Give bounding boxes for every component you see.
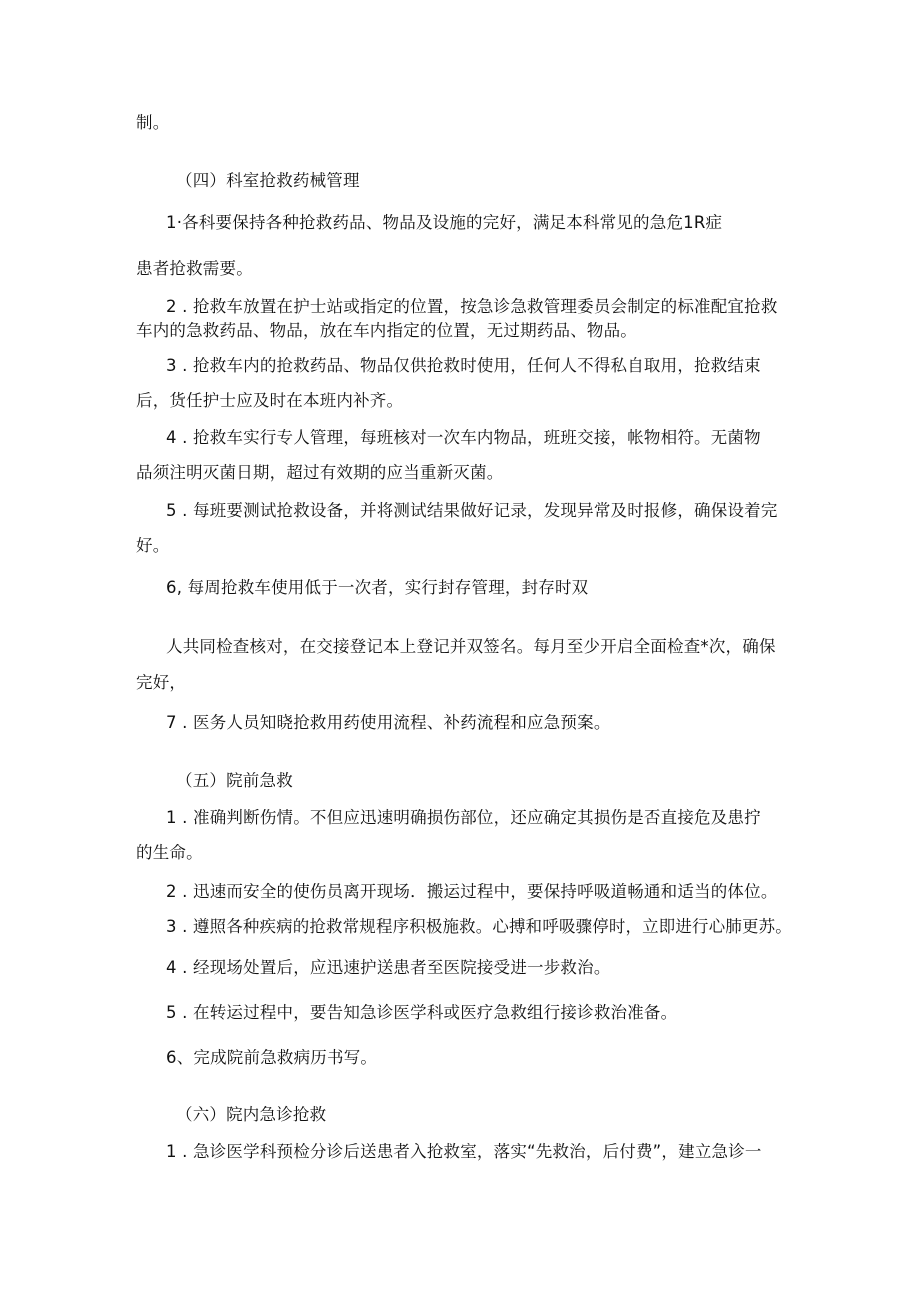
- text-line: 5 . 每班要测试抢救设备，并将测试结果做好记录，发现异常及时报修，确保设着完: [166, 501, 778, 520]
- section-heading: （四）科室抢救药械管理: [176, 171, 360, 190]
- text-line: 车内的急救药品、物品，放在车内指定的位置，无过期药品、物品。: [136, 321, 637, 340]
- text-line: 3 . 遵照各种疾病的抢救常规程序积极施救。心搏和呼吸骤停时，立即进行心肺更苏。: [166, 917, 792, 936]
- text-line: 3 . 抢救车内的抢救药品、物品仅供抢救时使用，任何人不得私自取用，抢救结束: [166, 356, 761, 375]
- text-line: 7 . 医务人员知晓抢救用药使用流程、补药流程和应急预案。: [166, 713, 611, 732]
- section-heading: （五）院前急救: [176, 771, 293, 790]
- text-line: 6、完成院前急救病历书写。: [166, 1048, 378, 1067]
- text-line: 好。: [136, 536, 170, 555]
- text-line: 6, 每周抢救车使用低于一次者，实行封存管理，封存时双: [166, 578, 589, 597]
- text-line: 患者抢救需要。: [136, 259, 253, 278]
- text-line: 制。: [136, 113, 170, 132]
- text-line: 1 . 准确判断伤情。不但应迅速明确损伤部位，还应确定其损伤是否直接危及患拧: [166, 808, 761, 827]
- text-line: 完好，: [136, 673, 187, 692]
- text-line: 5 . 在转运过程中，要告知急诊医学科或医疗急救组行接诊救治准备。: [166, 1003, 678, 1022]
- text-line: 的生命。: [136, 843, 203, 862]
- section-heading: （六）院内急诊抢救: [176, 1105, 327, 1124]
- text-line: 1 . 急诊医学科预检分诊后送患者入抢救室，落实“先救治，后付费”，建立急诊一: [166, 1142, 762, 1161]
- text-line: 1·各科要保持各种抢救药品、物品及设施的完好，满足本科常见的急危1R症: [166, 213, 723, 232]
- text-line: 4 . 经现场处置后，应迅速护送患者至医院接受进一步救治。: [166, 958, 611, 977]
- text-line: 品须注明灭菌日期，超过有效期的应当重新灭菌。: [136, 463, 504, 482]
- text-line: 人共同检查核对，在交接登记本上登记并双签名。每月至少开启全面检查*次，确保: [166, 637, 776, 656]
- text-line: 2 . 迅速而安全的使伤员离开现场．搬运过程中，要保持呼吸道畅通和适当的体位。: [166, 882, 778, 901]
- text-line: 2 . 抢救车放置在护士站或指定的位置，按急诊急救管理委员会制定的标准配宜抢救: [166, 297, 778, 316]
- text-line: 4 . 抢救车实行专人管理，每班核对一次车内物品，班班交接，帐物相符。无菌物: [166, 428, 761, 447]
- text-line: 后，货任护士应及时在本班内补齐。: [136, 391, 404, 410]
